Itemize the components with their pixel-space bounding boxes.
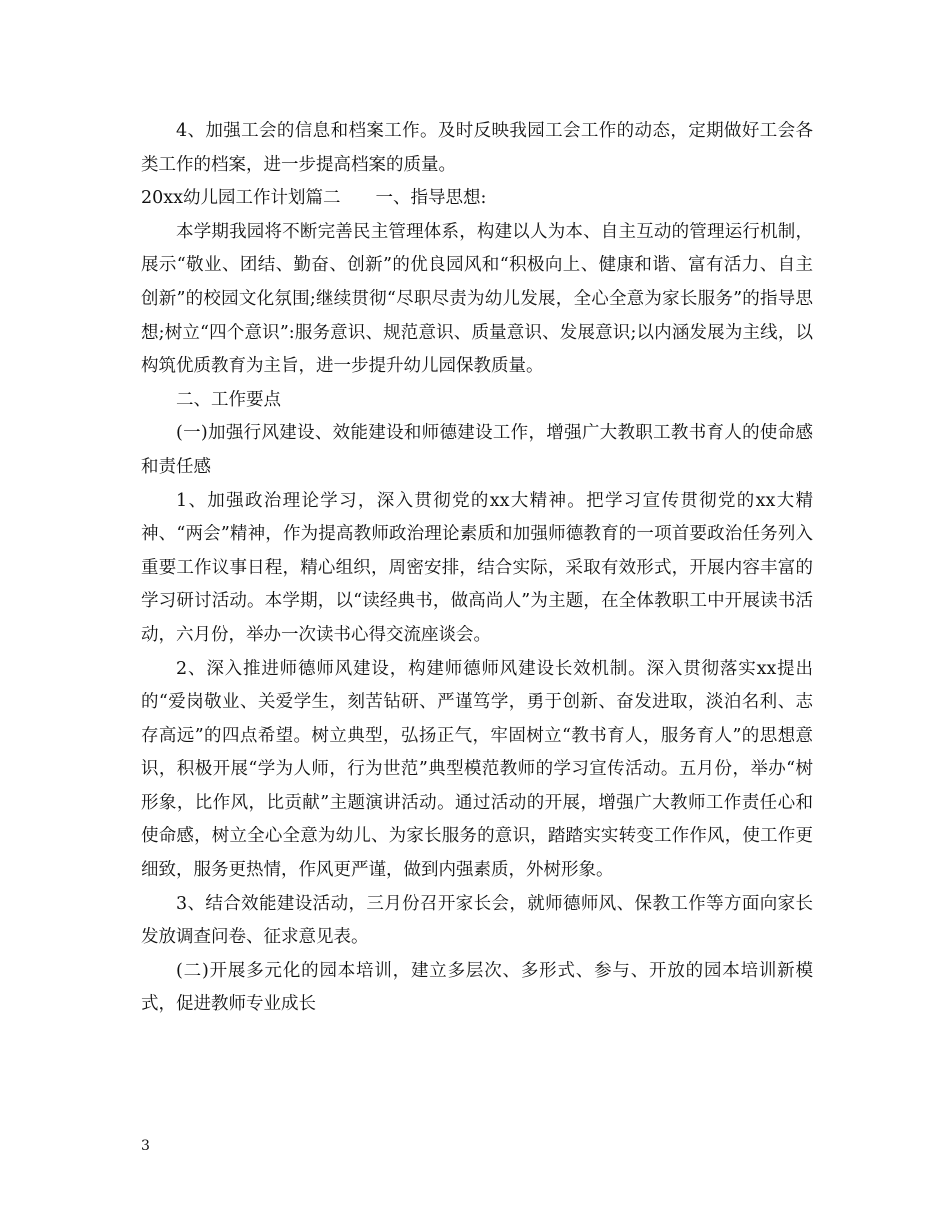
paragraph-guiding-thought: 本学期我园将不断完善民主管理体系，构建以人为本、自主互动的管理运行机制，展示“敬业、团结、勤奋、创新”的优良园风和“积极向上、健康和谐、富有活力、自主创新”的校园文化氛围;继续贯彻“尽职尽责为幼儿发展，全心全意为家长服务”的指导思想;树立“四个意识”:服务意识、规范意识、质量意识、发展意识;以内涵发展为主线，以构筑优质教育为主旨，进一步提升幼儿园保教质量。 bbox=[141, 221, 813, 377]
heading-work-points: 二、工作要点 bbox=[176, 389, 281, 410]
document-body bbox=[141, 115, 813, 1022]
section-heading-plan-two: 20xx幼儿园工作计划篇二 一、指导思想: bbox=[141, 188, 487, 209]
paragraph-parent-meeting: 3、结合效能建设活动，三月份召开家长会，就师德师风、保教工作等方面向家长发放调查问卷、征求意见表。 bbox=[141, 893, 813, 948]
paragraph-teacher-ethics: 2、深入推进师德师风建设，构建师德师风建设长效机制。深入贯彻落实xx提出的“爱岗敬业、关爱学生，刻苦钻研、严谨笃学，勇于创新、奋发进取，淡泊名利、志存高远”的四点希望。树立典型，弘扬正气，牢固树立“教书育人，服务育人”的思想意识，积极开展“学为人师，行为世范”典型模范教师的学习宣传活动。五月份，举办“树形象，比作风，比贡献”主题演讲活动。通过活动的开展，增强广大教师工作责任心和使命感，树立全心全意为幼儿、为家长服务的意识，踏踏实实转变工作作风，使工作更细致，服务更热情，作风更严谨，做到内强素质，外树形象。 bbox=[141, 658, 813, 881]
page-number: 3 bbox=[141, 1138, 150, 1154]
paragraph-archive-work: 4、加强工会的信息和档案工作。及时反映我园工会工作的动态，定期做好工会各类工作的档案，进一步提高档案的质量。 bbox=[141, 121, 813, 175]
paragraph-style-building: (一)加强行风建设、效能建设和师德建设工作，增强广大教职工教书育人的使命感和责任感 bbox=[141, 423, 813, 477]
paragraph-garden-training: (二)开展多元化的园本培训，建立多层次、多形式、参与、开放的园本培训新模式，促进教师专业成长 bbox=[141, 960, 813, 1015]
paragraph-political-study: 1、加强政治理论学习，深入贯彻党的xx大精神。把学习宣传贯彻党的xx大精神、“两会”精神，作为提高教师政治理论素质和加强师德教育的一项首要政治任务列入重要工作议事日程，精心组织，周密安排，结合实际，采取有效形式，开展内容丰富的学习研讨活动。本学期，以“读经典书，做高尚人”为主题，在全体教职工中开展读书活动，六月份，举办一次读书心得交流座谈会。 bbox=[141, 490, 813, 645]
